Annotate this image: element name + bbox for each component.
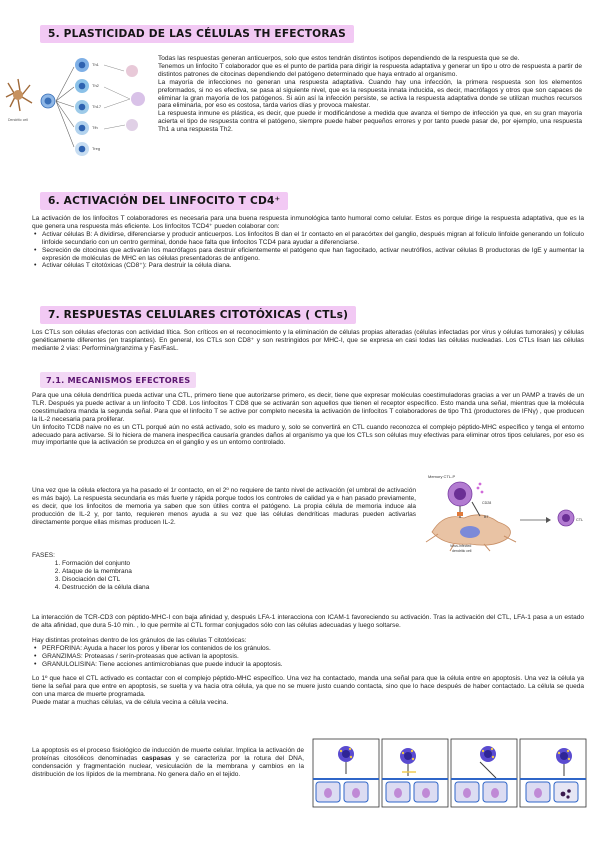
list-item: • GRANZIMAS: Proteasas / serín-proteasas que activan la apoptosis. [42, 653, 584, 661]
cd28-label: CD28 [482, 501, 492, 505]
memory-ctl-figure [424, 472, 586, 552]
memory-ctl-label: Memory CTL-P [428, 474, 456, 479]
paragraph: Para que una célula dendrítica pueda activar una CTL, primero tiene que autorizarse primero, es decir, tiene que expresar moléculas coestimuladoras gracias a ver un PAMP a través de un TLR. Después ya puede activar a un linfocito T CD8. Los linfocitos T CD8 que se activarán son aquellos que tienen el receptor específico. Esto manda una señal, mientras que la molécula coestimuladora manda la segunda señal. Para que el linfocito T se active por completo necesita la activación de linfocitos T colaboradores de tipo Th1 (productores de IFNγ) , que producen la IL-2 necesaria para proliferar. [32, 392, 584, 423]
phases-block [32, 552, 332, 592]
memory-cell-text [32, 487, 416, 527]
ctl-killing-sequence-figure [312, 738, 588, 808]
paragraph: La activación de los linfocitos T colaboradores es necesaria para una buena respuesta inmunológica tanto humoral como celular. Estos es porque dirige la respuesta adaptativa, que es la que genera una respuesta más eficiente. Los linfocitos TCD4⁺ pueden colaborar con: [32, 215, 584, 230]
section-5-title: 5. PLASTICIDAD DE LAS CÉLULAS TH EFECTORAS [40, 25, 354, 43]
panel-1 [313, 739, 379, 807]
virus-infected-label: Virus-infected [450, 544, 472, 548]
paragraph: Un linfocito TCD8 naive no es un CTL porqué aún no está activado, solo es maduro y, solo se convertirá en CTL cuando reconozca el complejo péptido-MHC específico y tenga el entorno adecuado para activarse. Si lo hiciera de manera inespecífica causaría grandes daños al organismo ya que los CTLs son células muy efectivas para eliminar otros tipos celulares, por eso es muy importante que la activación se produzca en el ganglio y es un entorno controlado. [32, 423, 584, 447]
list-item: 3. Disociación del CTL [62, 576, 332, 584]
list-item: 1. Formación del conjunto [62, 560, 332, 568]
tfh-label: Tfh [92, 125, 98, 130]
section-6-title: 6. ACTIVACIÓN DEL LINFOCITO T CD4⁺ [40, 192, 288, 210]
granule-list [32, 645, 584, 669]
dendritic-cell-label: Dendritic cell [8, 118, 29, 122]
paragraph: Todas las respuestas generan anticuerpos, solo que estos tendrán distintos isotipos dependiendo de la respuesta que se de. [158, 55, 520, 62]
paragraph: La interacción de TCR-CD3 con péptido-MHC-I con baja afinidad y, después LFA-1 interacciona con ICAM-1 favoreciendo su activación. Tras la activación del CTL, LFA-1 pasa a un estado de alta afinidad, que dura 5-10 min. , lo que permite al CTL formar conjugados sólo con las células adecuadas y luego soltarse. [32, 614, 584, 629]
apoptosis-text [32, 747, 304, 779]
b7-label: B7 [484, 515, 489, 519]
section-6-text [32, 215, 584, 270]
list-item: 2. Ataque de la membrana [62, 568, 332, 576]
ctl-label: CTL [576, 518, 584, 522]
list-item: 4. Destrucción de la célula diana [62, 584, 332, 592]
panel-4 [520, 739, 586, 807]
list-item: • Activar células T citotóxicas (CD8⁺): Para destruir la célula diana. [42, 262, 584, 270]
paragraph: La respuesta inmune es plástica, es decir, que puede ir modificándose a medida que avanza el tiempo de infección ya que, en su gran mayoría acierta el tipo de respuesta contra el patógeno, siempre puede haber pequeños errores y por tanto puede pasar de, por ejemplo, una respuesta Th1 a una respuesta Th2. [158, 110, 582, 134]
treg-label: Treg [92, 146, 101, 151]
section-7-title: 7. RESPUESTAS CELULARES CITOTÓXICAS ( CTLs) [40, 306, 356, 324]
section-5-text [158, 55, 582, 134]
mechanisms-text-bottom [32, 614, 584, 707]
th2-label: Th2 [92, 83, 99, 88]
dendritic-cell-icon [6, 79, 32, 111]
list-item: • GRANULOLISINA: Tiene acciones antimicrobianas que puede inducir la apoptosis. [42, 661, 584, 669]
caspasas-term: caspasas [141, 754, 172, 762]
paragraph: La mayoría de infecciones no generan una respuesta adaptativa. Cuando hay una infección, la primera respuesta son los elementos preformados, si no es efectiva, se pasa al siguiente nivel, que es la respuesta innata inducida, es decir, macrófagos y otros que son capaces de eliminar la gran mayoría de los patógenos. Si aún así la infección persiste, se activa la respuesta adaptativa donde se utilizan muchos recursos para eliminarla, por eso es costosa, tarda varios días y provoca malestar. [158, 78, 582, 110]
mechanisms-text-top [32, 392, 584, 447]
section-7-1-title: 7.1. MECANISMOS EFECTORES [40, 372, 196, 388]
list-item: • Activar células B: A dividirse, diferenciarse y producir anticuerpos. Los linfocitos B dan el 1r contacto en el paracórtex del ganglio, después migran al folículo linfoide generando un folículo linfoide secundario con un centro germinal, donde hace falta que linfocitos TCD4 para ayudar a diferenciarse. [42, 231, 584, 247]
paragraph: Puede matar a muchas células, va de célula vecina a célula vecina. [32, 699, 229, 707]
panel-3 [451, 739, 517, 807]
paragraph: Una vez que la célula efectora ya ha pasado el 1r contacto, en el 2º no requiere de tanto nivel de activación (el umbral de activación es más bajo). La respuesta secundaria es más fuerte y rápida porque todos los controles de calidad ya e han pasado previamente, es decir, que los linfocitos de memoria ya saben que son útiles contra el patógeno. La propia célula de memoria induce ala producción de IL-2 y, por tanto, requieren menos ayuda a su vez que las células dendríticas maduras pueden activarlas directamente porque ellas mismas producen IL-2. [32, 487, 416, 526]
paragraph: Lo 1º que hace el CTL activado es contactar con el complejo péptido-MHC específico. Una vez ha contactado, manda una señal para que la célula entre en apoptosis. Una vez la célula ya tiene la señal para que entre en apoptosis, se suelta y va hacia otra célula, ya que no se muere justo cuando contacta, sino que lo hace después de haber contactado. La célula se queda con una marca de muerte programada. [32, 675, 584, 699]
paragraph [32, 747, 304, 779]
panel-2 [382, 739, 448, 807]
apoptosis-text-a: La apoptosis es el proceso fisiológico de inducción de muerte celular. Implica la activación de proteínas citosólicos denominadas [32, 747, 304, 762]
dendritic-cell-label: dendritic cell [452, 549, 472, 552]
section-7-text [32, 329, 584, 353]
list-item: • PERFORINA: Ayuda a hacer los poros y liberar los contenidos de los gránulos. [42, 645, 584, 653]
th1-label: Th1 [92, 62, 99, 67]
th17-label: Th17 [92, 104, 102, 109]
phases-list [32, 560, 332, 592]
collaboration-list [32, 231, 584, 271]
list-item: • Secreción de citocinas que activarán los macrófagos para destruir eficientemente el patógeno que han fagocitado, activar neutrófilos, activar células B productoras de IgE y aumentar la expresión de moléculas de MHC en las células presentadoras de antígeno. [42, 247, 584, 263]
apoptosis-text-b: y se caracteriza por la rotura del DNA, condensación y fragmentación nuclear, vesiculación de la membrana y cambios en la distribución de los lípidos de la membrana. No genera daño en el tejido. [32, 754, 305, 778]
paragraph: Los CTLs son células efectoras con actividad lítica. Son críticos en el reconocimiento y la eliminación de células propias alteradas (células infectadas por virus y células tumorales) y células genéticamente diferentes (en trasplantes). En general, los CTLs son CD8⁺ y son restringidos por MHC-I, que se expresa en casi todas las células nucleadas. Los CTLs lisan las células mediante 2 vías: Performina/granzima y Fas/FasL. [32, 329, 584, 352]
paragraph: Tenemos un linfocito T colaborador que es el punto de partida para dirigir la respuesta adaptativa y generar un tipo u otro de respuesta a partir de distintos patrones de citocinas dependiendo del patógeno determinado que haya entrado al organismo. [158, 62, 582, 78]
phases-title: FASES: [32, 552, 55, 559]
th-differentiation-figure [4, 53, 154, 158]
paragraph: Hay distintas proteínas dentro de los gránulos de las células T citotóxicas: [32, 636, 247, 644]
